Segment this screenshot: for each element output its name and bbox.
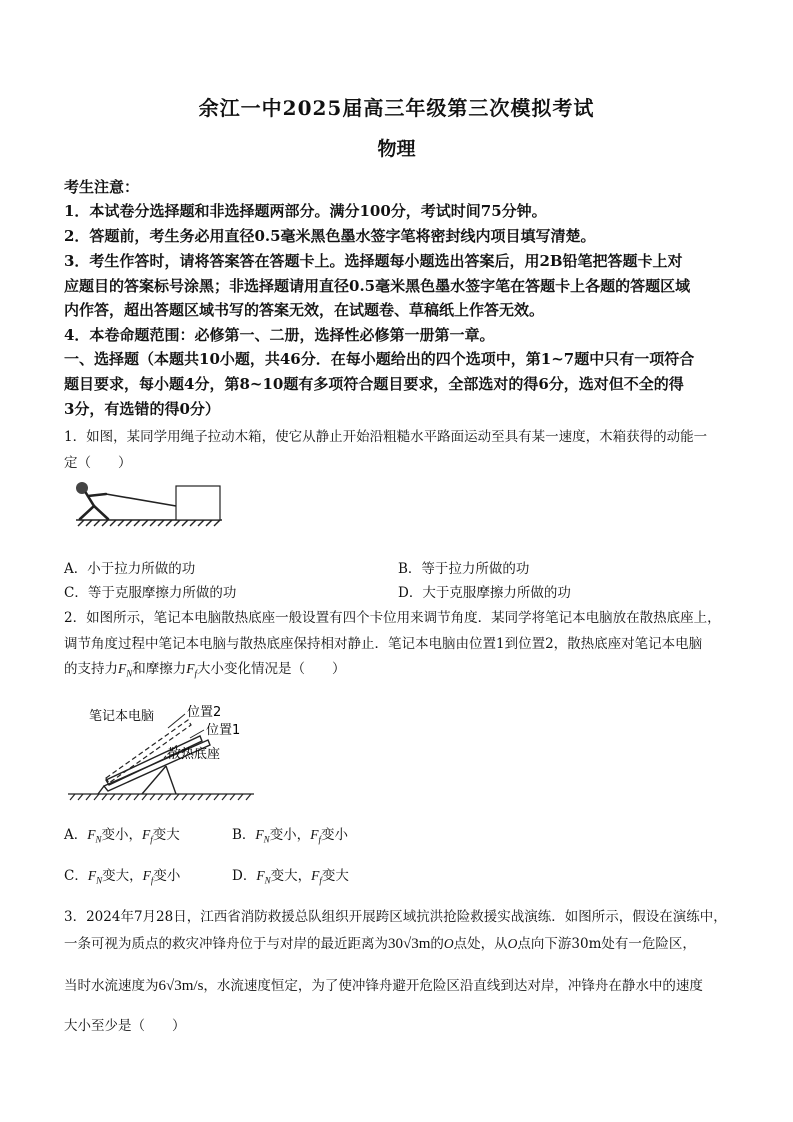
point-o: O [443,936,454,951]
notice-item-1: 1．本试卷分选择题和非选择题两部分。满分100分，考试时间75分钟。 [64,202,547,220]
ground-hatch [68,794,254,800]
symbol-ff: $F_f$ [186,661,198,679]
notice-item-3-cont2: 内作答，超出答题区域书写的答案无效，在试题卷、草稿纸上作答无效。 [64,301,545,319]
q1-stem-1: 1．如图，某同学用绳子拉动木箱，使它从静止开始沿粗糙水平路面运动至具有某一速度，木箱获得的动能一 [64,429,708,445]
wooden-box [176,486,220,520]
notice-item-4: 4．本卷命题范围：必修第一、二册，选择性必修第一册第一章。 [64,326,495,344]
notice-heading: 考生注意： [64,178,140,196]
section-heading-1: 一、选择题（本题共10小题，共46分．在每小题给出的四个选项中，第1~7题中只有一项符合 [64,350,695,368]
label-pos2: 位置2 [187,705,222,720]
page-title: 余江一中2025届高三年级第三次模拟考试 [198,96,595,120]
q2-stem-3: 的支持力$F_N$和摩擦力$F_f$大小变化情况是（ ） [64,661,346,679]
q2-option-b: B．$F_N$变小，$F_f$变小 [232,827,348,845]
q2-stem-2: 调节角度过程中笔记本电脑与散热底座保持相对静止．笔记本电脑由位置1到位置2，散热底座对笔记本电脑 [64,636,703,652]
label-laptop: 笔记本电脑 [89,709,155,724]
q2-option-a: A．$F_N$变小，$F_f$变大 [64,827,180,845]
section-heading-2: 题目要求，每小题4分，第8~10题有多项符合题目要求，全部选对的得6分，选对但不全的得 [64,375,684,393]
q1-stem-2: 定（ ） [64,455,132,471]
symbol-fn: $F_N$ [118,661,133,679]
q3-stem-1: 3．2024年7月28日，江西省消防救援总队组织开展跨区域抗洪抢险救援实战演练．如图所示，假设在演练中， [64,909,727,925]
rope [106,494,176,506]
water-speed-value: 6√3m/s [158,978,204,994]
q2-stem-1: 2．如图所示，笔记本电脑散热底座一般设置有四个卡位用来调节角度．某同学将笔记本电脑放在散热底座上， [64,610,721,626]
person-figure [76,482,108,519]
notice-item-2: 2．答题前，考生务必用直径0.5毫米黑色墨水签字笔将密封线内项目填写清楚。 [64,227,596,245]
pos2-pointer [168,714,185,728]
q3-stem-3: 当时水流速度为6√3m/s，水流速度恒定，为了使冲锋舟避开危险区沿直线到达对岸，冲锋舟在静水中的速度 [64,978,703,994]
section-heading-3: 3分，有选错的得0分） [64,400,220,418]
notice-item-3-cont: 应题目的答案标号涂黑；非选择题请用直径0.5毫米黑色墨水签字笔在答题卡上各题的答题区域 [64,277,691,295]
label-pos1: 位置1 [206,723,241,738]
q1-option-d: D．大于克服摩擦力所做的功 [398,585,571,601]
subject-title: 物理 [377,138,416,160]
ground-hatch [76,520,222,526]
notice-item-3: 3．考生作答时，请将答案答在答题卡上。选择题每小题选出答案后，用2B铅笔把答题卡上对 [64,252,683,270]
q2-option-d: D．$F_N$变大，$F_f$变大 [232,868,349,886]
q1-option-a: A．小于拉力所做的功 [64,561,196,577]
distance-value: 30√3m [388,936,431,952]
q1-option-c: C．等于克服摩擦力所做的功 [64,585,237,601]
label-base: 散热底座 [168,747,221,762]
q2-option-c: C．$F_N$变大，$F_f$变小 [64,868,181,886]
q1-option-b: B．等于拉力所做的功 [398,561,530,577]
q3-stem-4: 大小至少是（ ） [64,1018,186,1034]
q2-figure [64,700,264,804]
q3-stem-2: 一条可视为质点的救灾冲锋舟位于与对岸的最近距离为30√3m的O点处，从O点向下游30m处有一危险区， [64,936,696,952]
q1-figure [66,476,231,528]
